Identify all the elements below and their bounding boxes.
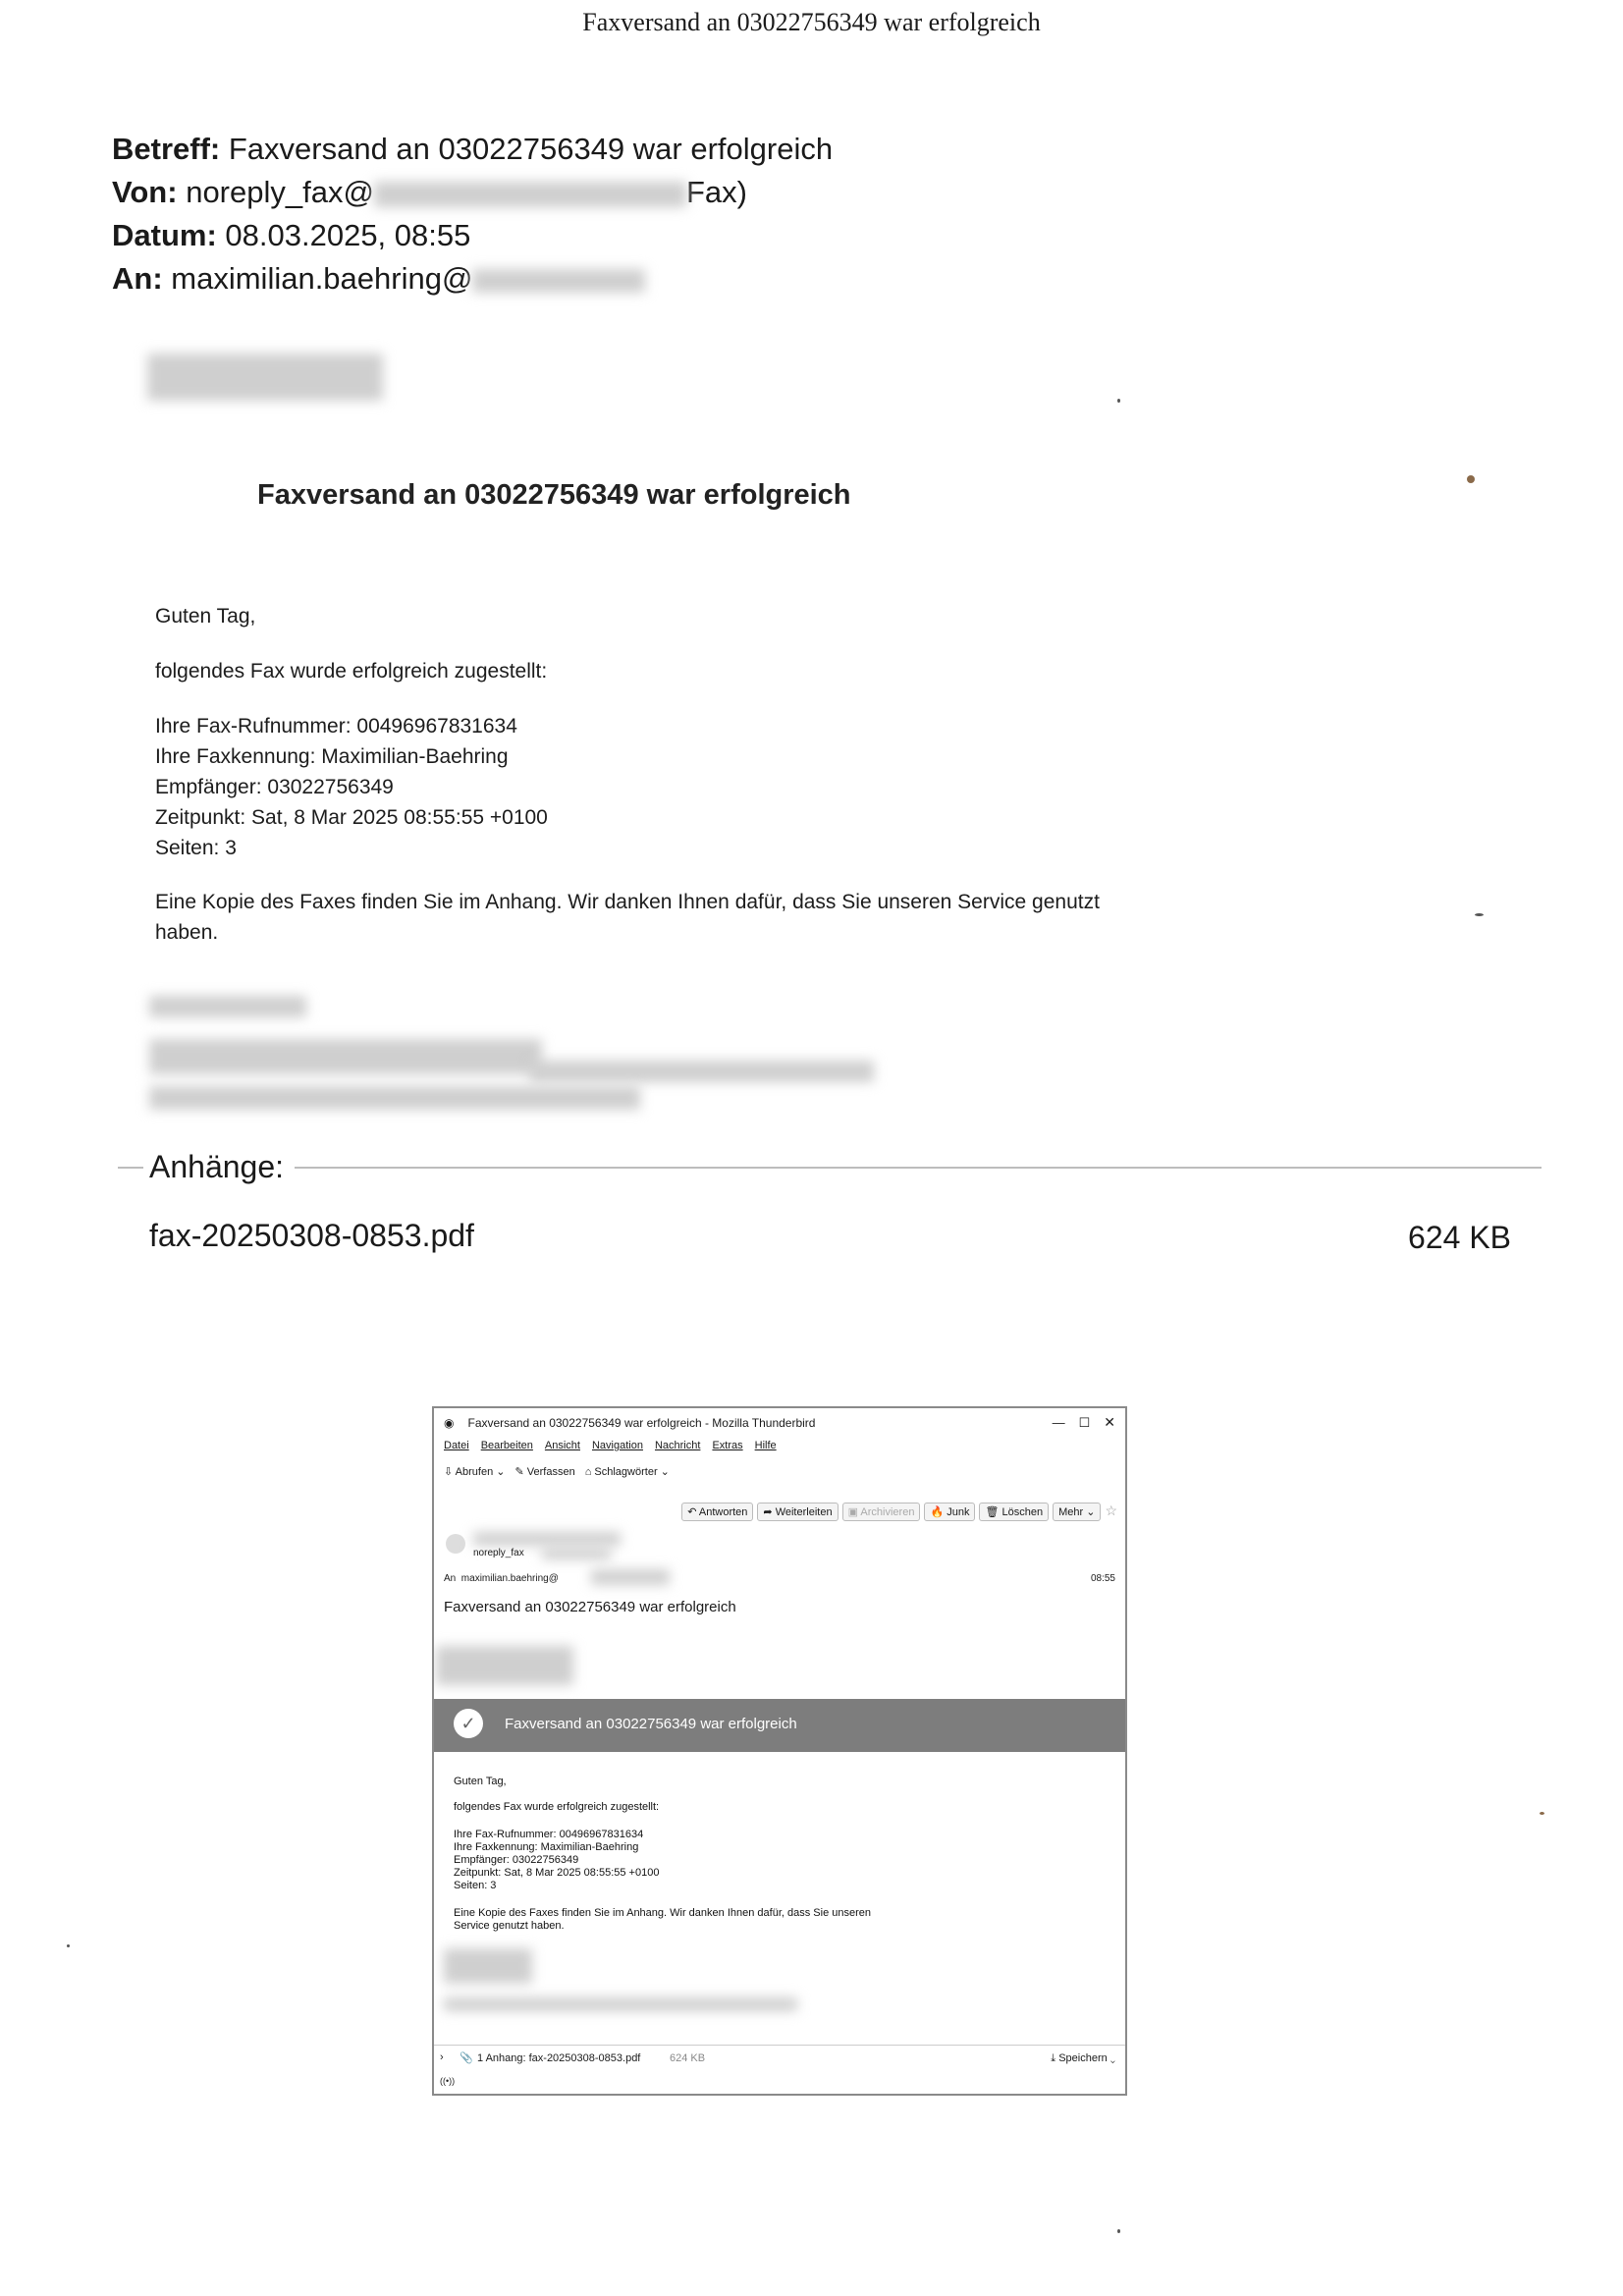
scan-speck	[1540, 1812, 1544, 1815]
body-greeting: Guten Tag,	[454, 1776, 507, 1787]
attachment-size: 624 KB	[670, 2052, 706, 2064]
menu-nachricht[interactable]: Nachricht	[654, 1440, 701, 1451]
delete-label: Löschen	[1001, 1506, 1044, 1518]
from-line	[112, 171, 747, 214]
sender-name[interactable]: noreply_fax	[473, 1548, 524, 1558]
minimize-button[interactable]: —	[1052, 1415, 1065, 1430]
body-intro: folgendes Fax wurde erfolgreich zugestellt:	[454, 1801, 660, 1813]
divider	[295, 1167, 1542, 1169]
tags-label: Schlagwörter	[594, 1466, 658, 1478]
close-button[interactable]: ✕	[1104, 1414, 1115, 1430]
more-button[interactable]: Mehr ⌄	[1053, 1503, 1101, 1521]
print-header: Faxversand an 03022756349 war erfolgreich	[582, 8, 1041, 36]
attachment-summary[interactable]: 1 Anhang: fax-20250308-0853.pdf	[477, 2052, 641, 2064]
junk-label: Junk	[947, 1506, 970, 1518]
checkmark-icon: ✓	[454, 1709, 483, 1738]
detail-line: Empfänger: 03022756349	[454, 1854, 579, 1866]
detail-line: Zeitpunkt: Sat, 8 Mar 2025 08:55:55 +0100	[454, 1867, 660, 1879]
to-value[interactable]: maximilian.baehring@	[460, 1573, 559, 1584]
message-subject: Faxversand an 03022756349 war erfolgreich	[444, 1599, 736, 1615]
scan-speck	[1117, 399, 1120, 403]
from-value-end: Fax)	[685, 175, 747, 209]
to-label: An	[444, 1573, 457, 1584]
paperclip-icon: 📎	[460, 2052, 473, 2064]
save-label: Speichern	[1058, 2052, 1108, 2064]
detail-line: Empfänger: 03022756349	[155, 776, 394, 798]
to-line	[112, 257, 645, 301]
forward-button[interactable]: ➦ Weiterleiten	[757, 1503, 838, 1521]
banner-text: Faxversand an 03022756349 war erfolgreich	[505, 1716, 797, 1732]
detail-line: Ihre Fax-Rufnummer: 00496967831634	[454, 1829, 644, 1840]
subject-label: Betreff:	[112, 132, 221, 166]
compose-button[interactable]	[514, 1465, 574, 1478]
message-actions	[681, 1503, 1117, 1521]
window-title: Faxversand an 03022756349 war erfolgreich - Mozilla Thunderbird	[467, 1415, 816, 1430]
detail-line: Ihre Fax-Rufnummer: 00496967831634	[155, 715, 517, 738]
thunderbird-icon: ◉	[444, 1415, 455, 1430]
redacted-signature	[149, 1086, 640, 1110]
reply-button[interactable]: ↶ Antworten	[681, 1503, 753, 1521]
chevron-down-icon[interactable]: ⌄	[496, 1466, 506, 1478]
redacted-signature	[149, 1039, 542, 1074]
forward-label: Weiterleiten	[775, 1506, 833, 1518]
subject-line	[112, 128, 833, 171]
activity-icon: ((•))	[440, 2076, 456, 2086]
detail-line: Seiten: 3	[454, 1880, 497, 1891]
detail-line: Ihre Faxkennung: Maximilian-Baehring	[454, 1841, 639, 1853]
redacted-block	[472, 269, 645, 293]
junk-button[interactable]: 🔥 Junk	[924, 1503, 975, 1521]
menu-hilfe[interactable]: Hilfe	[754, 1440, 777, 1451]
to-value: maximilian.baehring@	[171, 261, 473, 296]
expand-icon[interactable]: ›	[440, 2051, 444, 2063]
greeting: Guten Tag,	[155, 605, 256, 628]
archive-label: Archivieren	[860, 1506, 915, 1518]
closing-line: Service genutzt haben.	[454, 1920, 565, 1932]
redacted-recipient	[591, 1569, 670, 1585]
attachment-bar	[434, 2045, 1125, 2071]
date-line	[112, 214, 470, 257]
redacted-logo	[436, 1646, 573, 1685]
more-label: Mehr	[1058, 1506, 1084, 1518]
delete-button[interactable]: 🗑 Löschen	[979, 1503, 1049, 1521]
scan-speck	[67, 1944, 70, 1947]
date-label: Datum:	[112, 218, 217, 252]
download-icon: ⤓	[1051, 2052, 1056, 2064]
attachment-file-size: 624 KB	[1408, 1220, 1511, 1255]
to-label: An:	[112, 261, 163, 296]
closing-line: Eine Kopie des Faxes finden Sie im Anhang. Wir danken Ihnen dafür, dass Sie unseren	[454, 1907, 871, 1919]
closing-text	[155, 887, 1100, 948]
to-row	[444, 1573, 559, 1584]
from-value-start: noreply_fax@	[186, 175, 374, 209]
redacted-block	[374, 182, 686, 207]
date-value: 08.03.2025, 08:55	[225, 218, 471, 252]
archive-button[interactable]: ▣ Archivieren	[842, 1503, 921, 1521]
main-toolbar	[444, 1465, 1115, 1478]
attachments-label: Anhänge:	[149, 1149, 285, 1184]
menu-bearbeiten[interactable]: Bearbeiten	[480, 1440, 533, 1451]
from-label: Von:	[112, 175, 178, 209]
body-closing	[454, 1907, 871, 1933]
redacted-logo	[147, 354, 383, 401]
compose-label: Verfassen	[526, 1466, 575, 1478]
avatar	[446, 1534, 465, 1554]
star-icon[interactable]: ☆	[1105, 1503, 1117, 1518]
detail-line: Seiten: 3	[155, 837, 237, 859]
intro-text: folgendes Fax wurde erfolgreich zugestellt:	[155, 660, 548, 683]
menu-bar	[444, 1440, 1115, 1451]
reply-label: Antworten	[698, 1506, 748, 1518]
attachment-file-name[interactable]: fax-20250308-0853.pdf	[149, 1218, 474, 1253]
get-messages-label: Abrufen	[455, 1466, 494, 1478]
scan-speck	[1467, 475, 1475, 483]
scan-speck	[1475, 913, 1484, 916]
menu-ansicht[interactable]: Ansicht	[544, 1440, 580, 1451]
redacted-sender	[542, 1548, 611, 1559]
pencil-icon: ✎	[514, 1466, 524, 1478]
tags-button[interactable]: ⌂ Schlagwörter ⌄	[584, 1466, 670, 1478]
get-messages-button[interactable]	[444, 1465, 505, 1478]
download-icon: ⇩	[444, 1466, 454, 1478]
detail-line: Zeitpunkt: Sat, 8 Mar 2025 08:55:55 +0100	[155, 806, 548, 829]
subject-value: Faxversand an 03022756349 war erfolgreich	[228, 132, 834, 166]
menu-extras[interactable]: Extras	[712, 1440, 743, 1451]
status-banner	[434, 1699, 1125, 1752]
scan-speck	[1117, 2229, 1120, 2233]
save-button[interactable]: ⤓ Speichern ⌄	[1051, 2052, 1115, 2064]
body-details	[454, 1829, 659, 1892]
maximize-button[interactable]: ☐	[1078, 1414, 1091, 1430]
thunderbird-screenshot	[432, 1406, 1127, 2096]
redacted-signature	[444, 1997, 797, 2011]
divider	[118, 1167, 143, 1169]
redacted-signature	[149, 996, 306, 1017]
redacted-signature	[444, 1948, 532, 1984]
detail-line: Ihre Faxkennung: Maximilian-Baehring	[155, 745, 509, 768]
redacted-signature	[530, 1061, 874, 1082]
closing-line: Eine Kopie des Faxes finden Sie im Anhang. Wir danken Ihnen dafür, dass Sie unseren Service genutzt	[155, 891, 1100, 913]
message-subject-heading: Faxversand an 03022756349 war erfolgreich	[257, 479, 851, 511]
message-time: 08:55	[1090, 1573, 1115, 1584]
window-titlebar	[444, 1414, 1115, 1431]
tag-icon: ⌂	[584, 1466, 592, 1478]
menu-datei[interactable]: Datei	[444, 1440, 469, 1451]
menu-navigation[interactable]: Navigation	[591, 1440, 643, 1451]
fax-details	[155, 711, 548, 863]
redacted-sender	[473, 1532, 621, 1546]
closing-line: haben.	[155, 921, 219, 944]
